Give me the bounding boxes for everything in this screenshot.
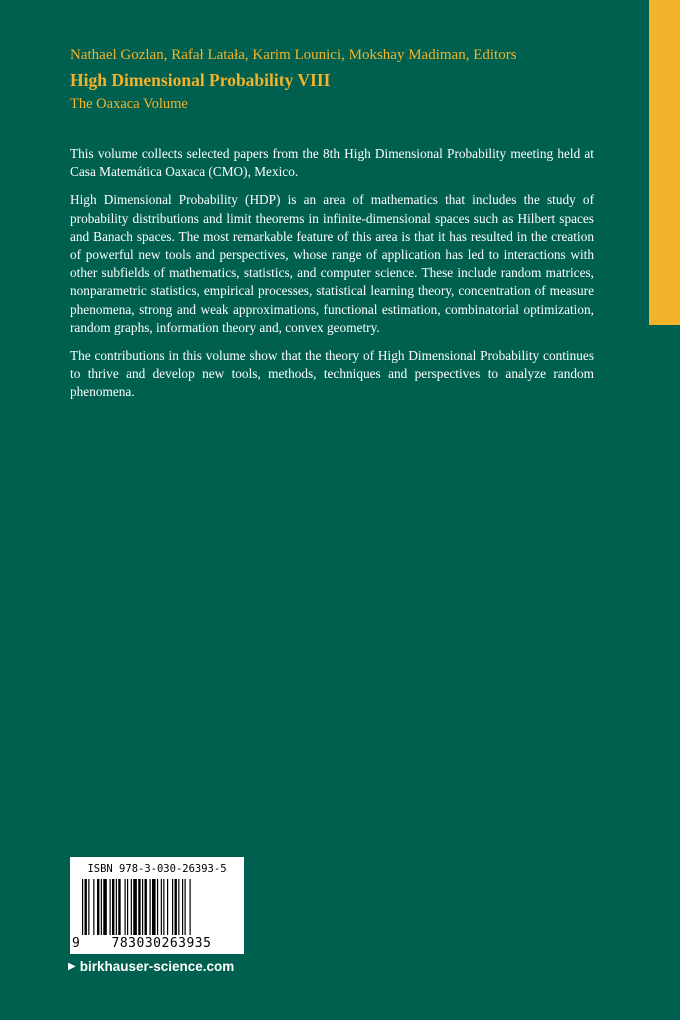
editors-line: Nathael Gozlan, Rafał Latała, Karim Lounici, Mokshay Madiman, Editors (70, 47, 517, 63)
publisher-website[interactable] (68, 959, 234, 974)
book-subtitle: The Oaxaca Volume (70, 96, 188, 112)
blurb-paragraph: High Dimensional Probability (HDP) is an area of mathematics that includes the study of probability distributions and limit theorems in infinite-dimensional spaces such as Hilbert spaces and Banach spaces. The most remarkable feature of this area is that it has resulted in the creation of powerful new tools and perspectives, whose range of application has led to interactions with other subfields of mathematics, statistics, and computer science. These include random matrices, nonparametric statistics, empirical processes, statistical learning theory, concentration of measure phenomena, strong and weak approximations, functional estimation, combinatorial optimization, random graphs, information theory and, convex geometry. (70, 192, 594, 335)
barcode-digits: 783030263935 (111, 936, 212, 951)
blurb-paragraph: This volume collects selected papers from the 8th High Dimensional Probability meeting held at Casa Matemática Oaxaca (CMO), Mexico. (70, 146, 594, 180)
website-label: birkhauser-science.com (79, 959, 235, 974)
blurb (70, 145, 594, 412)
barcode (70, 857, 244, 954)
barcode-bars (82, 879, 232, 941)
accent-strip (649, 0, 680, 325)
book-title: High Dimensional Probability VIII (70, 70, 331, 90)
blurb-paragraph: The contributions in this volume show that the theory of High Dimensional Probability continues to thrive and develop new tools, methods, techniques and perspectives to analyze random phenomena. (70, 348, 594, 400)
barcode-first-digit: 9 (72, 936, 81, 951)
triangle-right-icon: ▶ (68, 961, 76, 972)
isbn-label: ISBN 978-3-030-26393-5 (87, 863, 227, 875)
